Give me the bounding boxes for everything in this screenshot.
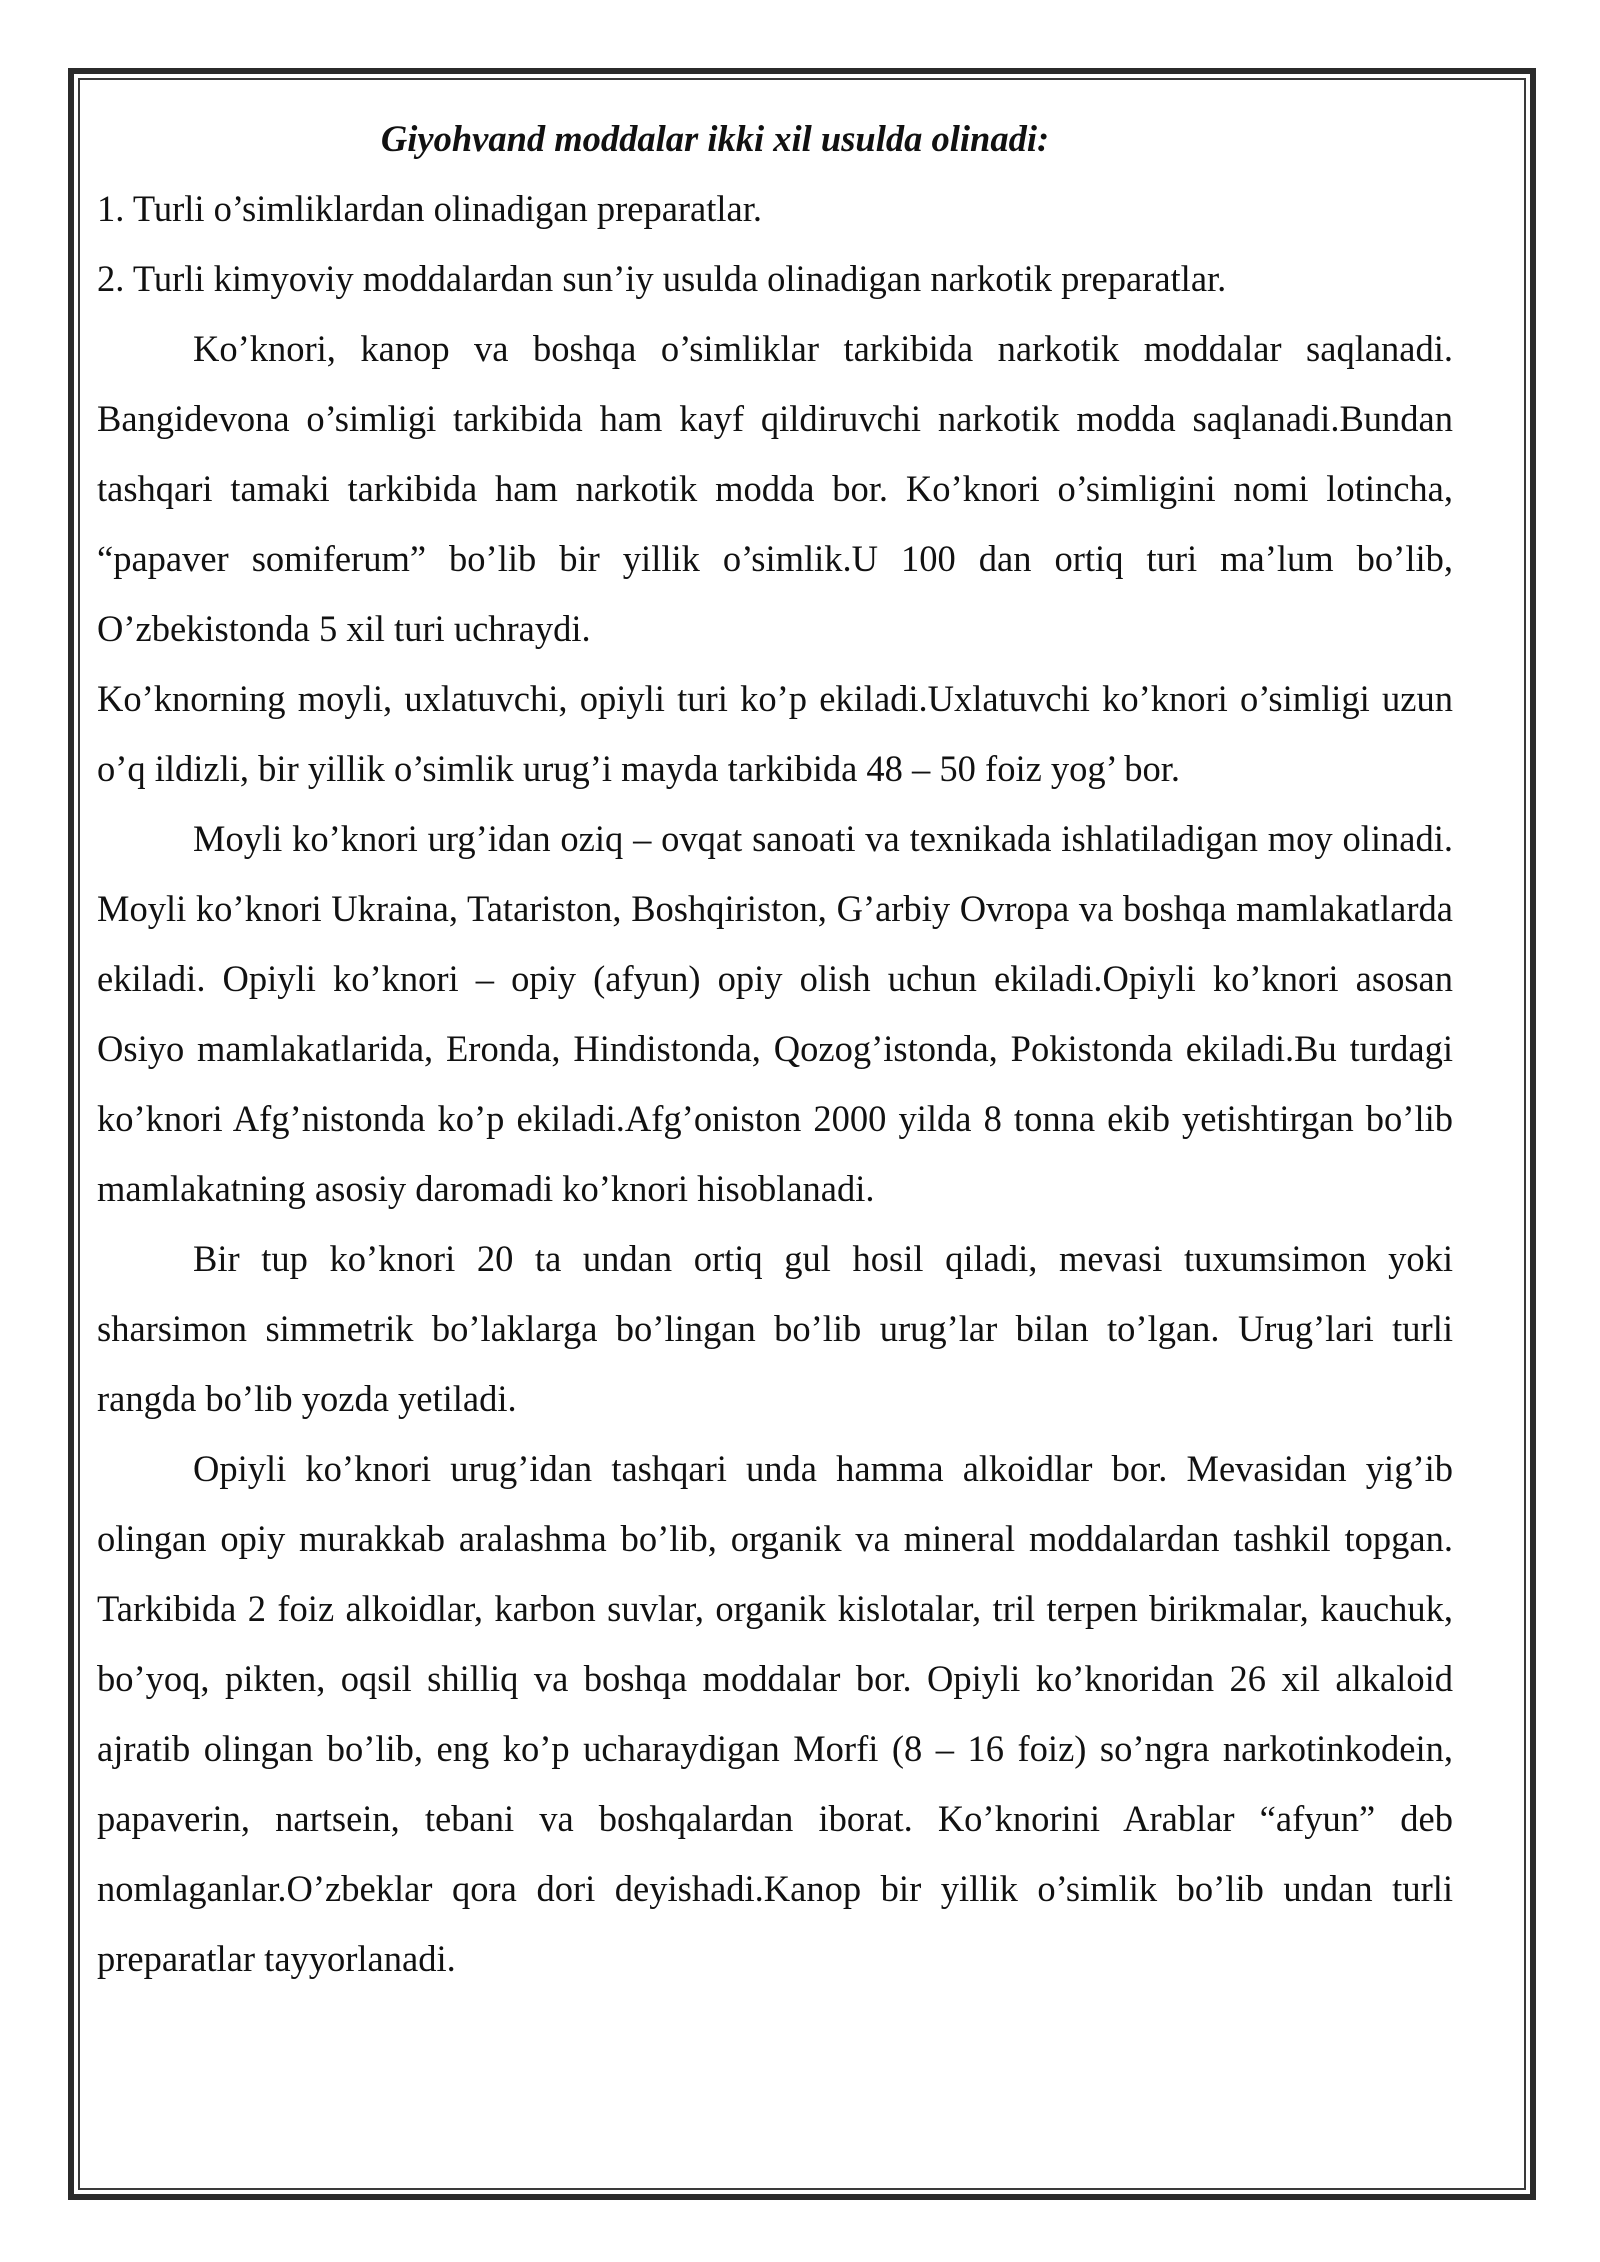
paragraph: Moyli ko’knori urg’idan oziq – ovqat sanoati va texnikada ishlatiladigan moy olinadi. Moyli ko’knori Ukraina, Tatariston, Boshqiriston, G’arbiy Ovropa va boshqa mamlakatlarda ekiladi. Opiyli ko’knori – opiy (afyun) opiy olish uchun ekiladi.Opiyli ko’knori asosan Osiyo mamlakatlarida, Eronda, Hindistonda, Qozog’istonda, Pokistonda ekiladi.Bu turdagi ko’knori Afg’nistonda ko’p ekiladi.Afg’oniston 2000 yilda 8 tonna ekib yetishtirgan bo’lib mamlakatning asosiy daromadi ko’knori hisoblanadi.	[97, 818, 1453, 1209]
paragraph: Opiyli ko’knori urug’idan tashqari unda hamma alkoidlar bor. Mevasidan yig’ib olingan opiy murakkab aralashma bo’lib, organik va mineral moddalardan tashkil topgan. Tarkibida 2 foiz alkoidlar, karbon suvlar, organik kislotalar, tril terpen birikmalar, kauchuk, bo’yoq, pikten, oqsil shilliq va boshqa moddalar bor. Opiyli ko’knoridan 26 xil alkaloid ajratib olingan bo’lib, eng ko’p ucharaydigan Morfi (8 – 16 foiz) so’ngra narkotinkodein, papaverin, nartsein, tebani va boshqalardan iborat. Ko’knorini Arablar “afyun” deb nomlaganlar.O’zbeklar qora dori deyishadi.Kanop bir yillik o’simlik bo’lib undan turli preparatlar tayyorlanadi.	[97, 1448, 1453, 1979]
list-item: 2. Turli kimyoviy moddalardan sun’iy usulda olinadigan narkotik preparatlar.	[97, 258, 1227, 299]
paragraph: Ko’knorning moyli, uxlatuvchi, opiyli turi ko’p ekiladi.Uxlatuvchi ko’knori o’simligi uzun o’q ildizli, bir yillik o’simlik urug’i mayda tarkibida 48 – 50 foiz yog’ bor.	[97, 678, 1453, 789]
paragraph: Ko’knori, kanop va boshqa o’simliklar tarkibida narkotik moddalar saqlanadi. Bangidevona o’simligi tarkibida ham kayf qildiruvchi narkotik modda saqlanadi.Bundan tashqari tamaki tarkibida ham narkotik modda bor. Ko’knori o’simligini nomi lotincha, “papaver somiferum” bo’lib bir yillik o’simlik.U 100 dan ortiq turi ma’lum bo’lib, O’zbekistonda 5 xil turi uchraydi.	[97, 328, 1453, 649]
document-body	[97, 104, 1453, 1994]
list-item: 1. Turli o’simliklardan olinadigan preparatlar.	[97, 188, 763, 229]
paragraph: Bir tup ko’knori 20 ta undan ortiq gul hosil qiladi, mevasi tuxumsimon yoki sharsimon simmetrik bo’laklarga bo’lingan bo’lib urug’lar bilan to’lgan. Urug’lari turli rangda bo’lib yozda yetiladi.	[97, 1238, 1453, 1419]
document-title: Giyohvand moddalar ikki xil usulda olinadi:	[380, 118, 1050, 159]
